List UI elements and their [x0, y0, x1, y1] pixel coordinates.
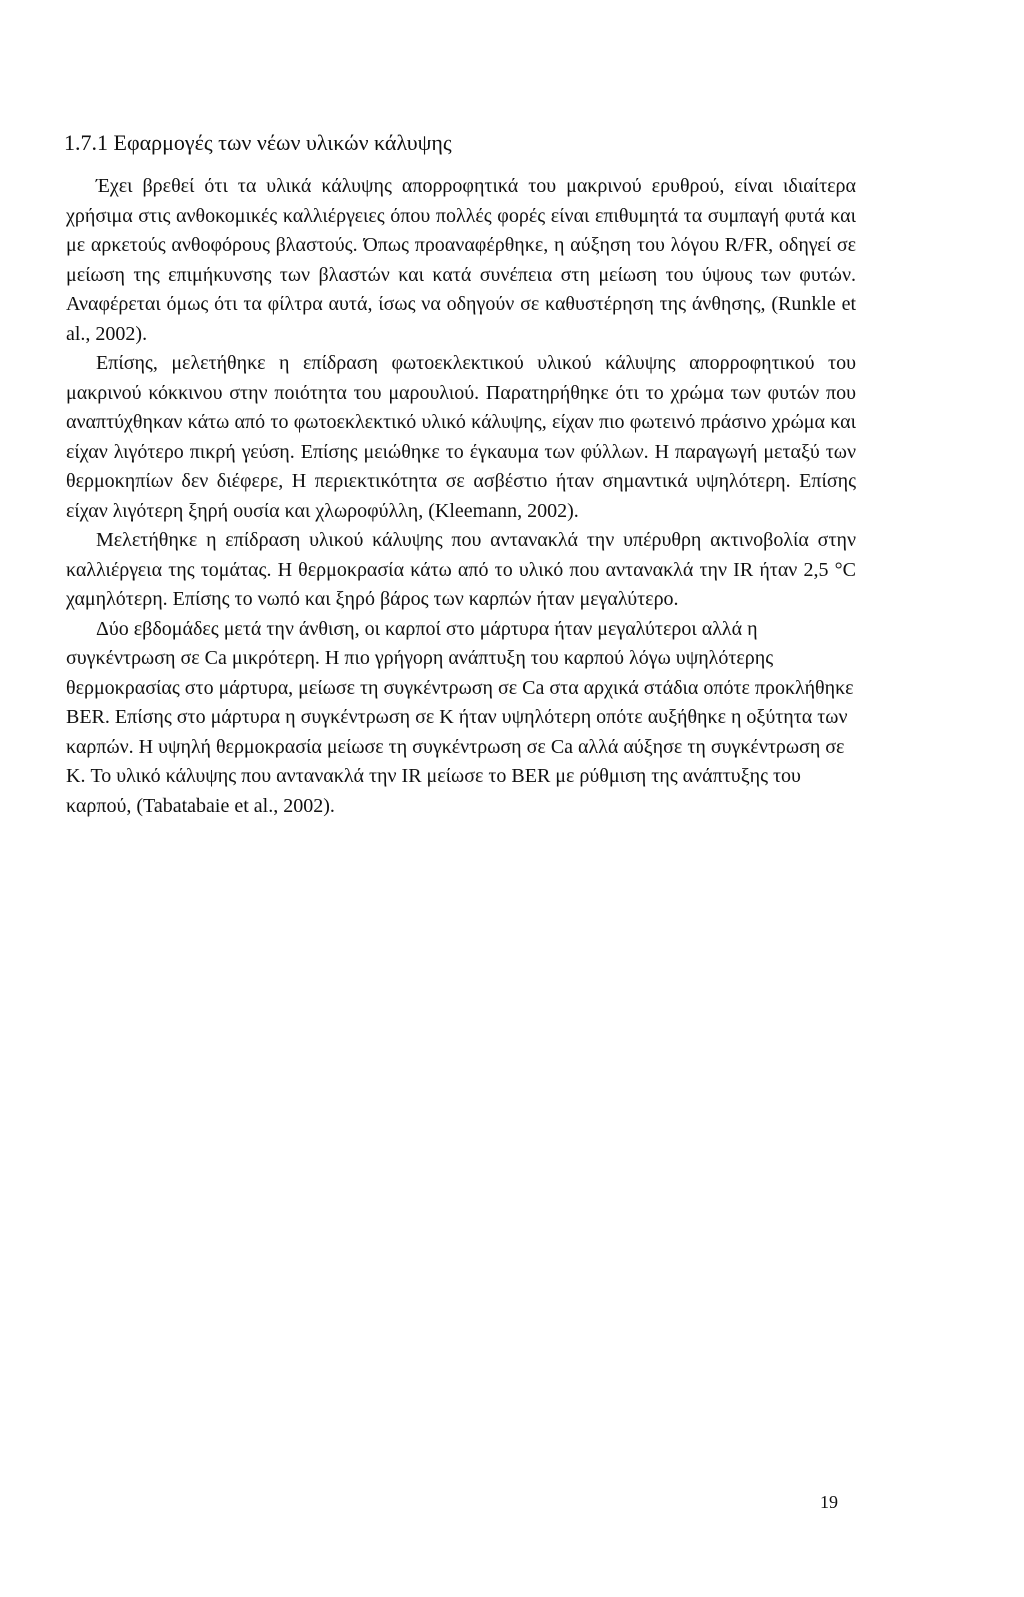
section-heading: 1.7.1 Εφαρμογές των νέων υλικών κάλυψης — [64, 130, 452, 155]
paragraph-far-red-filters: Έχει βρεθεί ότι τα υλικά κάλυψης απορροφητικά του μακρινού ερυθρού, είναι ιδιαίτερα χρήσιμα στις ανθοκομικές καλλιέργειες όπου πολλές φορές είναι επιθυμητά τα συμπαγή φυτά και με αρκετούς ανθοφόρους βλαστούς. Όπως προαναφέρθηκε, η αύξηση του λόγου R/FR, οδηγεί σε μείωση της επιμήκυνσης των βλαστών και κατά συνέπεια στη μείωση του ύψους των φυτών. Αναφέρεται όμως ότι τα φίλτρα αυτά, ίσως να οδηγούν σε καθυστέρηση της άνθησης, (Runkle et al., 2002). — [66, 175, 856, 345]
paragraph-tomato-ir: Μελετήθηκε η επίδραση υλικού κάλυψης που αντανακλά την υπέρυθρη ακτινοβολία στην καλλιέργεια της τομάτας. Η θερμοκρασία κάτω από το υλικό που αντανακλά την IR ήταν 2,5 °C χαμηλότερη. Επίσης το νωπό και ξηρό βάρος των καρπών ήταν μεγαλύτερο. — [66, 529, 856, 610]
paragraph-fruit-calcium: Δύο εβδομάδες μετά την άνθιση, οι καρποί στο μάρτυρα ήταν μεγαλύτεροι αλλά η συγκέντρωση σε Ca μικρότερη. Η πιο γρήγορη ανάπτυξη του καρπού λόγω υψηλότερης θερμοκρασίας στο μάρτυρα, μείωσε τη συγκέντρωση σε Ca στα αρχικά στάδια οπότε προκλήθηκε BER. Επίσης στο μάρτυρα η συγκέντρωση σε K ήταν υψηλότερη οπότε αυξήθηκε η οξύτητα των καρπών. Η υψηλή θερμοκρασία μείωσε τη συγκέντρωση σε Ca αλλά αύξησε τη συγκέντρωση σε K. Το υλικό κάλυψης που αντανακλά την IR μείωσε το BER με ρύθμιση της ανάπτυξης του καρπού, (Tabatabaie et al., 2002). — [66, 617, 854, 817]
page-number: 19 — [820, 1492, 838, 1512]
body-text — [66, 172, 856, 821]
paragraph-lettuce-quality: Επίσης, μελετήθηκε η επίδραση φωτοεκλεκτικού υλικού κάλυψης απορροφητικού του μακρινού κόκκινου στην ποιότητα του μαρουλιού. Παρατηρήθηκε ότι το χρώμα των φυτών που αναπτύχθηκαν κάτω από το φωτοεκλεκτικό υλικό κάλυψης, είχαν πιο φωτεινό πράσινο χρώμα και είχαν λιγότερο πικρή γεύση. Επίσης μειώθηκε το έγκαυμα των φύλλων. Η παραγωγή μεταξύ των θερμοκηπίων δεν διέφερε, Η περιεκτικότητα σε ασβέστιο ήταν σημαντικά υψηλότερη. Επίσης είχαν λιγότερη ξηρή ουσία και χλωροφύλλη, (Kleemann, 2002). — [66, 352, 856, 522]
